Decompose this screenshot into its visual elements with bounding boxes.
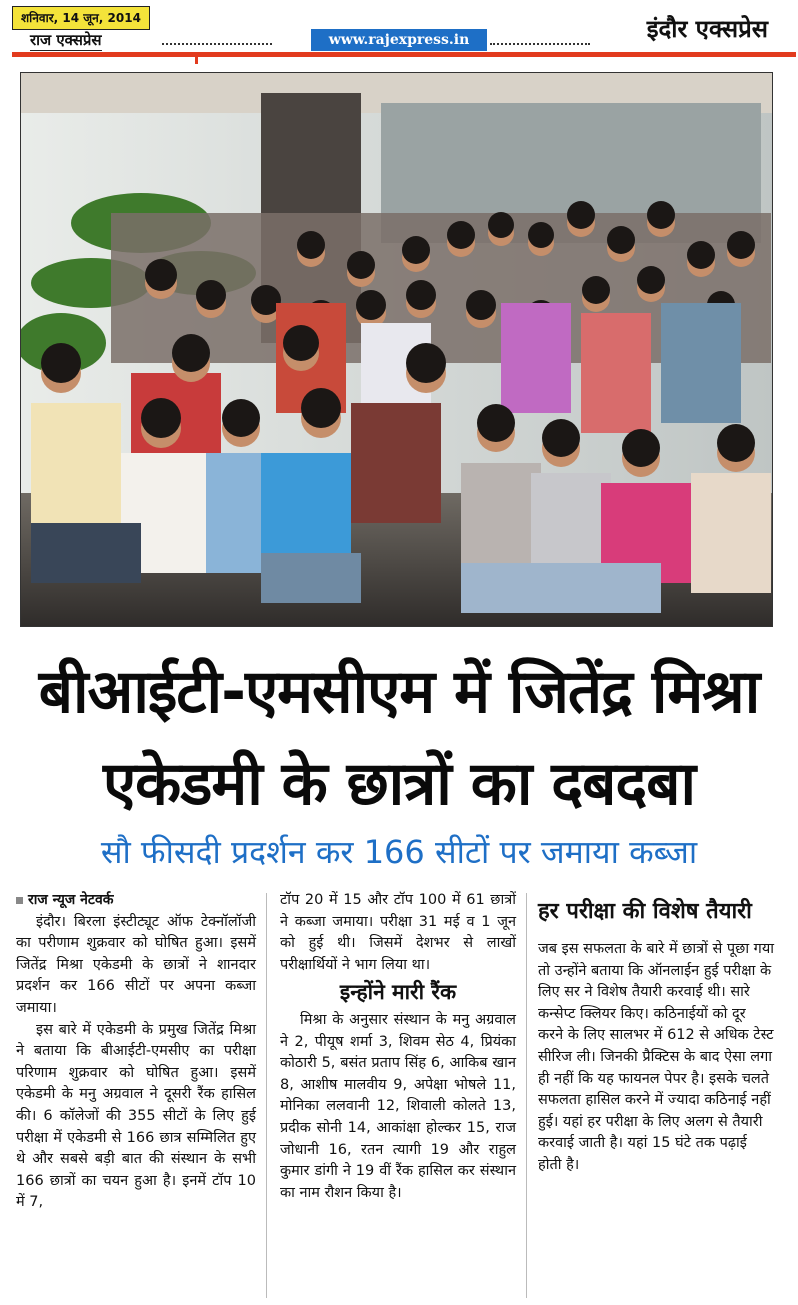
article-paragraph-2: इस बारे में एकेडमी के प्रमुख जितेंद्र मिश्रा ने बताया कि बीआईटी-एमसीए का परीक्षा परिणाम शुक्रवार को घोषित हुआ। इसमें एकेडमी के मनु अग्रवाल ने दूसरी रैंक हासिल की। 6 कॉलेजों की 355 सीटों के लिए हुई परीक्षा में एकेडमी से 166 छात्र सम्मिलित हुए थे और सबसे बड़ी बात की संस्थान के सभी 166 छात्रों का चयन हुआ है। इनमें टॉप 10 में 7, bbox=[16, 1021, 256, 1211]
column-divider-2 bbox=[526, 893, 527, 1298]
header-divider-right bbox=[490, 43, 590, 45]
article-paragraph-1: इंदौर। बिरला इंस्टीट्यूट ऑफ टेक्नॉलॉजी का परीणाम शुक्रवार को घोषित हुआ। इसमें जितेंद्र मिश्रा एकेडमी के छात्रों ने शानदार प्रदर्शन कर 166 सीटों पर अपना कब्जा जमाया। bbox=[16, 913, 256, 1016]
article-paragraph-3: टॉप 20 में 15 और टॉप 100 में 61 छात्रों ने कब्जा जमाया। परीक्षा 31 मई व 1 जून को हुई थी। जिसमें देशभर से लाखों परीक्षार्थियों ने भाग लिया था। bbox=[280, 892, 516, 973]
bullet-square-icon bbox=[16, 897, 23, 904]
subheadline: सौ फीसदी प्रदर्शन कर 166 सीटों पर जमाया कब्जा bbox=[100, 833, 698, 871]
headline-line-1: बीआईटी-एमसीएम में जितेंद्र मिश्रा bbox=[38, 657, 760, 727]
ranks-heading: इन्होंने मारी रैंक bbox=[339, 980, 457, 1005]
edition-title: इंदौर एक्सप्रेस bbox=[646, 15, 768, 43]
byline bbox=[16, 890, 256, 912]
date-label: शनिवार, 14 जून, 2014 bbox=[12, 6, 150, 30]
header-rule-tick bbox=[195, 52, 198, 64]
sidebar-heading: हर परीक्षा की विशेष तैयारी bbox=[538, 899, 752, 924]
article-column-2 bbox=[280, 890, 516, 1204]
group-photo bbox=[20, 72, 773, 627]
group-photo-icon bbox=[21, 73, 772, 626]
article-column-1 bbox=[16, 890, 256, 1214]
byline-text: राज न्यूज नेटवर्क bbox=[28, 892, 114, 908]
sidebar-column bbox=[538, 895, 774, 1177]
newspaper-name: राज एक्सप्रेस bbox=[30, 30, 102, 53]
website-url-link[interactable]: www.rajexpress.in bbox=[311, 29, 487, 51]
header-rule bbox=[12, 52, 796, 57]
headline-line-2: एकेडमी के छात्रों का दबदबा bbox=[102, 749, 696, 819]
header-divider-left bbox=[162, 43, 272, 45]
article-paragraph-4: मिश्रा के अनुसार संस्थान के मनु अग्रवाल ने 2, पीयूष शर्मा 3, शिवम सेठ 4, प्रियंका कोठारी 5, बसंत प्रताप सिंह 6, आकिब खान 8, आशीष मालवीय 9, अपेक्षा भोषले 11, मोनिका ललवानी 12, शिवाली कोलते 13, प्रदीक सोनी 14, आकांक्षा होल्कर 15, राज जोधानी 16, रतन त्यागी 19 और राहुल कुमार डांगी ने 19 वीं रैंक हासिल कर संस्थान का नाम रौशन किया है। bbox=[280, 1011, 516, 1201]
column-divider-1 bbox=[266, 893, 267, 1298]
sidebar-text: जब इस सफलता के बारे में छात्रों से पूछा गया तो उन्होंने बताया कि ऑनलाईन हुई परीक्षा के लिए सर ने विशेष तैयारी करवाई थी। सारे कन्सेप्ट क्लियर किए। कठिनाईयों को दूर करने के लिए सालभर में 612 से अधिक टेस्ट सीरिज ली। जिनकी प्रैक्टिस के बाद ऐसा लगा ही नहीं कि यह फायनल पेपर है। इसके चलते सफलता हासिल करने में ज्यादा कठिनाई नहीं हुई। यहां हर परीक्षा के लिए अलग से तैयारी करवाई जाती है। यहां 15 घंटे तक पढ़ाई होती है। bbox=[538, 941, 775, 1173]
